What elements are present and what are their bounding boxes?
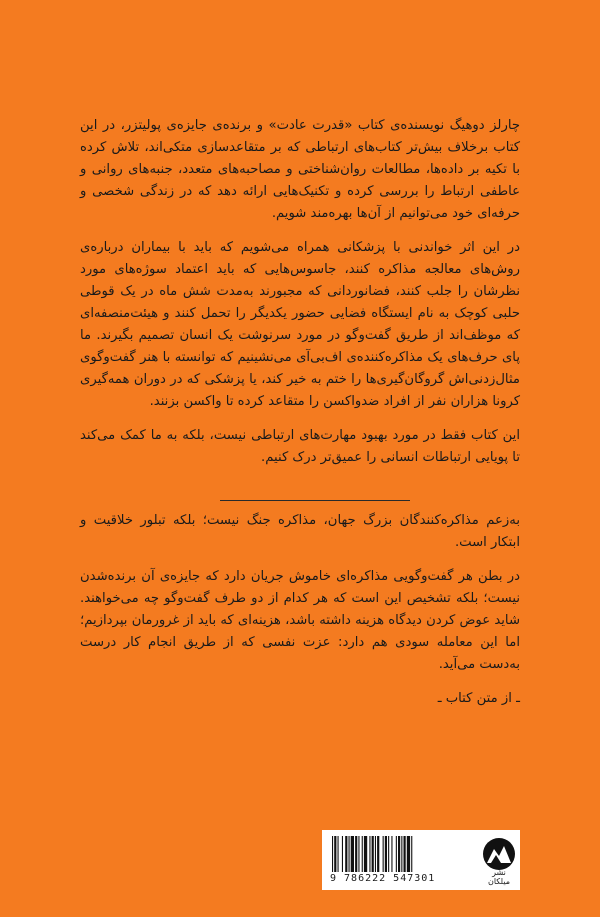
barcode-bar — [332, 836, 333, 872]
quotes-section — [80, 510, 520, 722]
intro-paragraph-3: این کتاب فقط در مورد بهبود مهارت‌های ارتباطی نیست، بلکه به ما کمک می‌کند تا پویایی ارتباطات انسانی را عمیق‌تر درک کنیم. — [80, 428, 520, 465]
publisher-logo — [482, 834, 516, 886]
barcode-bar — [369, 836, 370, 872]
intro-section — [80, 115, 520, 481]
barcode-bar — [334, 836, 336, 872]
barcode-bar — [391, 836, 392, 872]
barcode-bar — [377, 836, 379, 872]
barcode-bar — [358, 836, 359, 872]
barcode-bar — [407, 836, 410, 872]
barcode-bar — [375, 836, 376, 872]
quote-2: در بطن هر گفت‌وگویی مذاکره‌ای خاموش جریان دارد که جایزه‌ی آن برنده‌شدن نیست؛ بلکه تشخیص این است که هر کدام از دو طرف گفت‌وگو چه می‌خواهند. شاید عوض کردن دیدگاه هزینه داشته باشد، هزینه‌ای که باید از غرورمان بپردازیم؛ اما این معامله سودی هم دارد: عزت نفسی که از طریق انجام کار درست به‌دست می‌آید. — [80, 569, 520, 672]
barcode-bar — [411, 836, 412, 872]
barcode-bar — [396, 836, 397, 872]
barcode-panel — [322, 830, 520, 890]
barcode-bar — [388, 836, 389, 872]
barcode-bar — [349, 836, 350, 872]
barcode-bar — [351, 836, 354, 872]
barcode-bar — [364, 836, 367, 872]
barcode-bar — [385, 836, 387, 872]
barcode-number: 9 786222 547301 — [330, 873, 436, 884]
barcode-bar — [372, 836, 374, 872]
barcode-bar — [342, 836, 343, 872]
barcode-bar — [345, 836, 347, 872]
quote-1: به‌زعم مذاکره‌کنندگان بزرگ جهان، مذاکره جنگ نیست؛ بلکه تبلور خلاقیت و ابتکار است. — [80, 513, 520, 550]
barcode-bar — [383, 836, 384, 872]
intro-paragraph-2: در این اثر خواندنی با پزشکانی همراه می‌شویم که باید با بیماران درباره‌ی روش‌های معالجه مذاکره کنند، جاسوس‌هایی که باید اعتماد سوژه‌های مورد نظرشان را جلب کنند، فضانوردانی که مجبورند به‌مدت شش ماه در یک قوطی حلبی کوچک به نام ایستگاه فضایی حضور یکدیگر را تحمل کنند و هیئت‌منصفه‌ای که موظف‌اند از طریق گفت‌وگو در مورد سرنوشت یک انسان تصمیم بگیرند. ما پای حرف‌های یک مذاکره‌کننده‌ی اف‌بی‌آی می‌نشینیم که توانسته با هنر گفت‌وگوی مثال‌زدنی‌اش گروگان‌گیری‌ها را ختم به خیر کند، یا پزشکی که در دوران همه‌گیری کرونا هزاران نفر از افراد ضدواکسن را متقاعد کرده تا واکسن بزنند. — [80, 240, 520, 409]
barcode-bar — [338, 836, 339, 872]
publisher-name: نشر میلکان — [487, 868, 511, 886]
intro-paragraph-1: چارلز دوهیگ نویسنده‌ی کتاب «قدرت عادت» و برنده‌ی جایزه‌ی پولیتزر، در این کتاب برخلاف بیش‌تر کتاب‌های ارتباطی که بر متقاعدسازی متکی‌اند، تلاش کرده با تکیه بر داده‌ها، مطالعات روان‌شناختی و مصاحبه‌های متعدد، جنبه‌های روانی و عاطفی ارتباط را بررسی کرده و تکنیک‌هایی ارائه دهد که در زندگی شخصی و حرفه‌ای خود می‌توانیم از آن‌ها بهره‌مند شویم. — [80, 118, 520, 221]
barcode-bar — [401, 836, 402, 872]
quote-source: ـ از متن کتاب ـ — [437, 691, 520, 706]
barcode-bar — [362, 836, 363, 872]
section-divider — [220, 500, 410, 501]
barcode-bar — [404, 836, 406, 872]
barcode-icon — [330, 836, 480, 872]
barcode-bar — [355, 836, 357, 872]
barcode-bar — [398, 836, 400, 872]
